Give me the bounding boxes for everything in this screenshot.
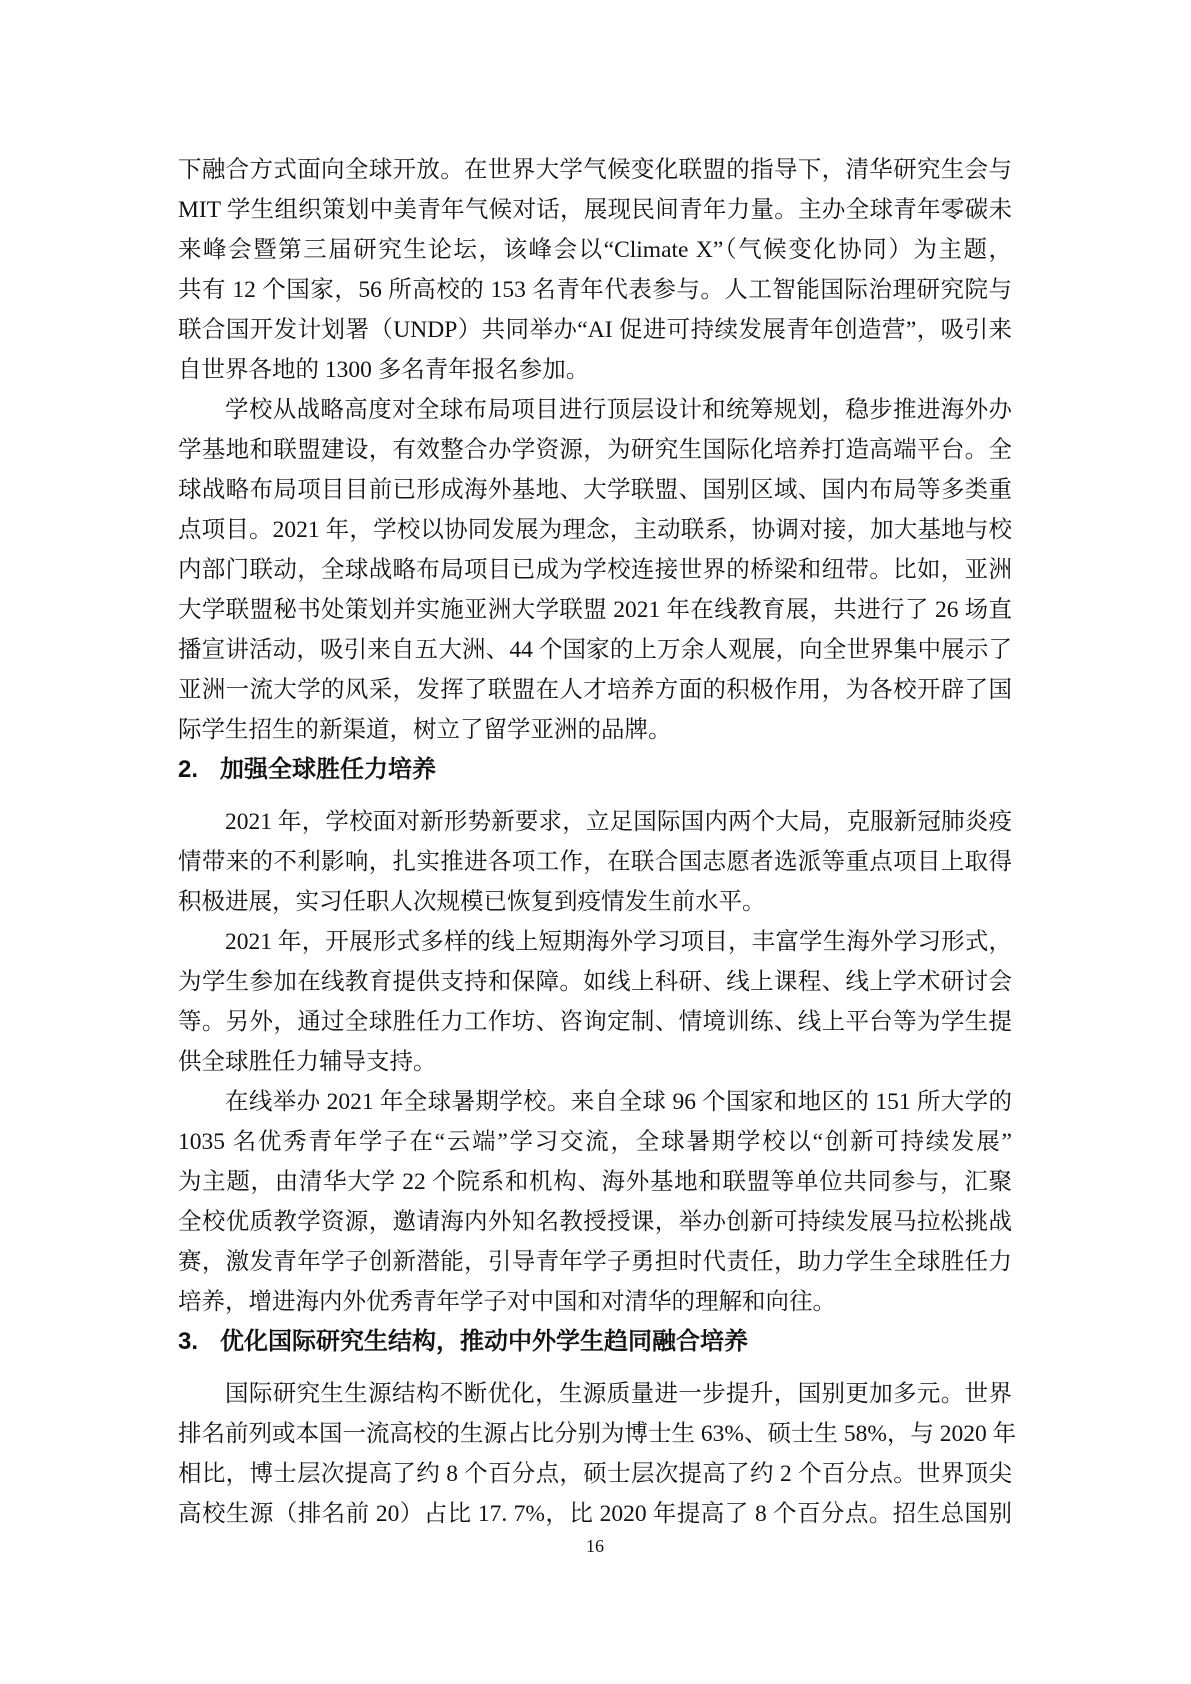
body-line: 亚洲一流大学的风采，发挥了联盟在人才培养方面的积极作用，为各校开辟了国 [178, 677, 1012, 703]
body-line: 为学生参加在线教育提供支持和保障。如线上科研、线上课程、线上学术研讨会 [178, 969, 1012, 995]
body-line: 2021 年，学校面对新形势新要求，立足国际国内两个大局，克服新冠肺炎疫 [225, 809, 1012, 835]
body-line: 大学联盟秘书处策划并实施亚洲大学联盟 2021 年在线教育展，共进行了 26 场直 [178, 597, 1012, 623]
body-line: 来峰会暨第三届研究生论坛，该峰会以“Climate X”（气候变化协同）为主题， [178, 237, 1012, 263]
body-line: 点项目。2021 年，学校以协同发展为理念，主动联系，协调对接，加大基地与校 [178, 517, 1012, 543]
document-body [178, 150, 1017, 1534]
body-line: 排名前列或本国一流高校的生源占比分别为博士生 63%、硕士生 58%，与 2020 年 [178, 1421, 1017, 1447]
body-line: 内部门联动，全球战略布局项目已成为学校连接世界的桥梁和纽带。比如，亚洲 [178, 557, 1012, 583]
body-line: 自世界各地的 1300 多名青年报名参加。 [178, 357, 590, 383]
body-line: 积极进展，实习任职人次规模已恢复到疫情发生前水平。 [178, 889, 766, 915]
body-line: 学基地和联盟建设，有效整合办学资源，为研究生国际化培养打造高端平台。全 [178, 437, 1012, 463]
page-number: 16 [586, 1536, 604, 1556]
body-line: 联合国开发计划署（UNDP）共同举办“AI 促进可持续发展青年创造营”，吸引来 [178, 317, 1012, 343]
body-line: 情带来的不利影响，扎实推进各项工作，在联合国志愿者选派等重点项目上取得 [178, 849, 1012, 875]
body-line: 相比，博士层次提高了约 8 个百分点，硕士层次提高了约 2 个百分点。世界顶尖 [178, 1461, 1012, 1487]
body-line: 供全球胜任力辅导支持。 [178, 1049, 437, 1075]
body-line: 等。另外，通过全球胜任力工作坊、咨询定制、情境训练、线上平台等为学生提 [178, 1009, 1012, 1035]
body-line: 球战略布局项目目前已形成海外基地、大学联盟、国别区域、国内布局等多类重 [178, 477, 1012, 503]
body-line: MIT 学生组织策划中美青年气候对话，展现民间青年力量。主办全球青年零碳未 [178, 197, 1012, 223]
body-line: 全校优质教学资源，邀请海内外知名教授授课，举办创新可持续发展马拉松挑战 [178, 1209, 1012, 1235]
heading-title: 优化国际研究生结构，推动中外学生趋同融合培养 [220, 1328, 748, 1355]
heading-title: 加强全球胜任力培养 [220, 756, 436, 783]
body-line: 培养，增进海内外优秀青年学子对中国和对清华的理解和向往。 [178, 1289, 836, 1315]
body-line: 高校生源（排名前 20）占比 17. 7%，比 2020 年提高了 8 个百分点。招生总国别 [178, 1501, 1012, 1527]
body-line: 国际研究生生源结构不断优化，生源质量进一步提升，国别更加多元。世界 [225, 1381, 1012, 1407]
body-line: 2021 年，开展形式多样的线上短期海外学习项目，丰富学生海外学习形式， [225, 929, 1012, 955]
body-line: 在线举办 2021 年全球暑期学校。来自全球 96 个国家和地区的 151 所大学的 [225, 1089, 1012, 1115]
body-line: 际学生招生的新渠道，树立了留学亚洲的品牌。 [178, 717, 672, 743]
body-line: 下融合方式面向全球开放。在世界大学气候变化联盟的指导下，清华研究生会与 [178, 157, 1012, 183]
body-line: 赛，激发青年学子创新潜能，引导青年学子勇担时代责任，助力学生全球胜任力 [178, 1249, 1012, 1275]
body-line: 为主题，由清华大学 22 个院系和机构、海外基地和联盟等单位共同参与，汇聚 [178, 1169, 1012, 1195]
section-heading [178, 750, 1012, 790]
heading-number: 3. [178, 1328, 199, 1355]
body-line: 学校从战略高度对全球布局项目进行顶层设计和统筹规划，稳步推进海外办 [225, 397, 1012, 423]
body-line: 1035 名优秀青年学子在“云端”学习交流，全球暑期学校以“创新可持续发展” [178, 1129, 1012, 1155]
heading-number: 2. [178, 756, 199, 783]
body-line: 播宣讲活动，吸引来自五大洲、44 个国家的上万余人观展，向全世界集中展示了 [178, 637, 1012, 663]
section-heading [178, 1322, 1012, 1362]
body-line: 共有 12 个国家，56 所高校的 153 名青年代表参与。人工智能国际治理研究院与 [178, 277, 1012, 303]
